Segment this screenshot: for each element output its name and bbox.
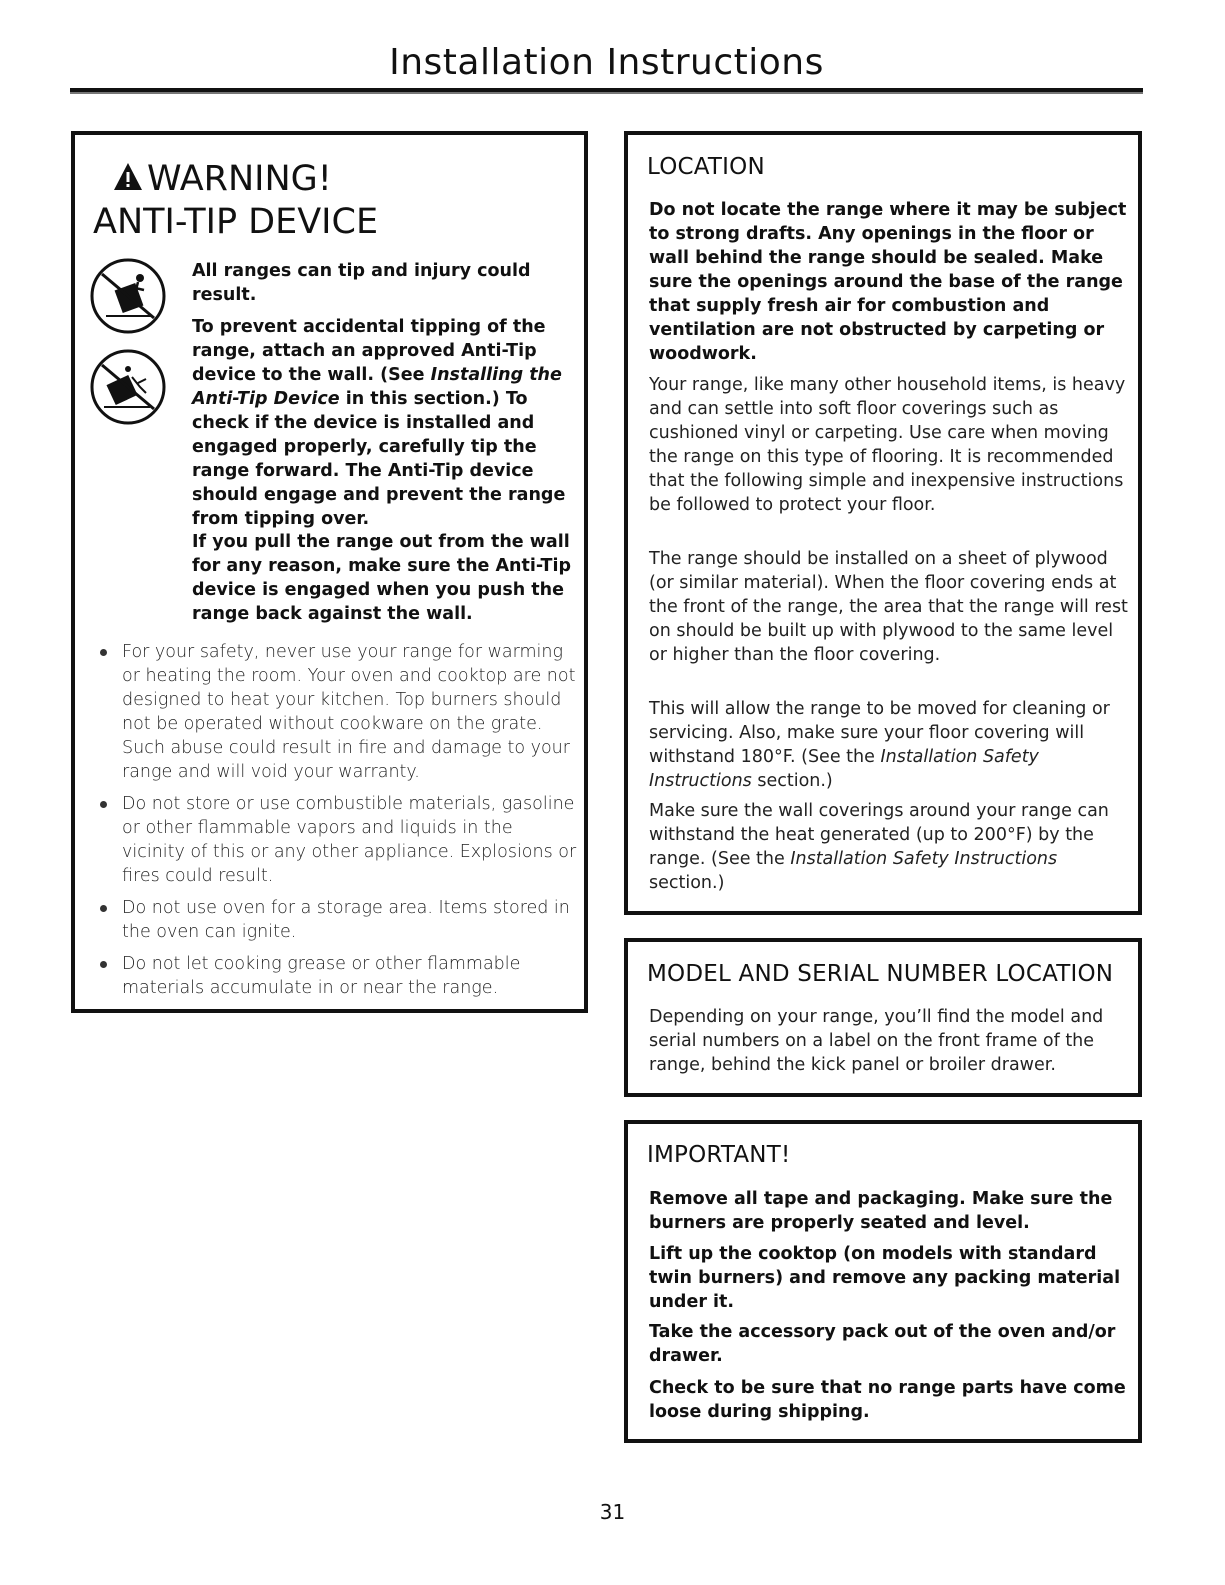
location-p3-text-a: This will allow the range to be moved for cleaning or servicing. Also, make sure your floor covering will withstand 180°F. (See the xyxy=(649,699,1110,767)
important-item: Check to be sure that no range parts have come loose during shipping. xyxy=(649,1378,1126,1422)
bullet-dot-icon xyxy=(100,905,107,912)
location-paragraph-moving xyxy=(649,697,1129,793)
list-item-text: For your safety, never use your range for warming or heating the room. Your oven and cooktop are not designed to heat your kitchen. Top burners should not be operated without cookware on the grate. Such abuse could result in fire and damage to your range and will void your warranty. xyxy=(122,642,576,782)
important-title: IMPORTANT! xyxy=(647,1142,791,1168)
page-header xyxy=(70,42,1143,83)
location-paragraph-floor: Your range, like many other household items, is heavy and can settle into soft floor coverings such as cushioned vinyl or carpeting. Use care when moving the range on this type of flooring. It is recommended that the following simple and inexpensive instructions be followed to protect your floor. xyxy=(649,375,1126,515)
location-p4-text-a: Make sure the wall coverings around your range can withstand the heat generated (up to 200°F) by the range. (See the xyxy=(649,801,1109,869)
bullet-dot-icon xyxy=(100,801,107,808)
warning-p2-text-a: To prevent accidental tipping of the range, attach an approved Anti-Tip device to the wall. (See xyxy=(192,317,546,385)
bullet-dot-icon xyxy=(100,961,107,968)
list-item xyxy=(97,952,577,1000)
range-tipping-person-prohibited-icon xyxy=(88,347,168,427)
location-p3-text-b: section.) xyxy=(751,771,833,791)
location-paragraph-plywood: The range should be installed on a sheet of plywood (or similar material). When the floor covering ends at the front of the range, the area that the range will rest on should be built up with plywood to the same level or higher than the floor covering. xyxy=(649,549,1128,665)
location-paragraph-wall-coverings xyxy=(649,799,1129,895)
warning-heading-text: WARNING! xyxy=(147,159,332,199)
important-item: Take the accessory pack out of the oven and/or drawer. xyxy=(649,1322,1116,1366)
location-p3-italic: Installation Safety Instructions xyxy=(649,747,1039,791)
model-serial-title: MODEL AND SERIAL NUMBER LOCATION xyxy=(647,961,1114,987)
list-item-text: Do not use oven for a storage area. Items stored in the oven can ignite. xyxy=(122,898,570,942)
location-title: LOCATION xyxy=(647,154,765,180)
warning-box xyxy=(71,131,588,1013)
location-p4-text-b: section.) xyxy=(649,873,725,893)
page-number: 31 xyxy=(599,1500,626,1524)
warning-bullet-list xyxy=(97,640,577,1008)
location-bold-paragraph: Do not locate the range where it may be subject to strong drafts. Any openings in the floor or wall behind the range should be sealed. Make sure the openings around the base of the range that supply fresh air for combustion and ventilation are not obstructed by carpeting or woodwork. xyxy=(649,200,1127,364)
bullet-dot-icon xyxy=(100,649,107,656)
model-serial-paragraph: Depending on your range, you’ll find the model and serial numbers on a label on the front frame of the range, behind the kick panel or broiler drawer. xyxy=(649,1007,1104,1075)
list-item-text: Do not store or use combustible materials, gasoline or other flammable vapors and liquids in the vicinity of this or any other appliance. Explosions or fires could result. xyxy=(122,794,577,886)
list-item xyxy=(97,792,577,888)
list-item xyxy=(97,896,577,944)
location-box xyxy=(624,131,1142,915)
warning-paragraph-anti-tip xyxy=(192,315,572,531)
range-tipping-prohibited-icon xyxy=(88,256,168,336)
model-serial-box xyxy=(624,938,1142,1097)
page-title: Installation Instructions xyxy=(389,42,824,83)
list-item xyxy=(97,640,577,784)
important-box xyxy=(624,1120,1142,1443)
important-item: Lift up the cooktop (on models with standard twin burners) and remove any packing material under it. xyxy=(649,1244,1121,1312)
warning-paragraph-pull-range: If you pull the range out from the wall for any reason, make sure the Anti-Tip device is engaged when you push the range back against the wall. xyxy=(192,532,572,624)
warning-heading xyxy=(113,159,332,199)
important-item: Remove all tape and packaging. Make sure the burners are properly seated and level. xyxy=(649,1189,1113,1233)
warning-subheading: ANTI-TIP DEVICE xyxy=(93,202,379,242)
warning-p2-italic: Installing the Anti-Tip Device xyxy=(192,365,562,409)
warning-p2-text-b: in this section.) To check if the device is installed and engaged properly, carefully tip the range forward. The Anti-Tip device should engage and prevent the range from tipping over. xyxy=(192,389,566,529)
warning-paragraph-tip-injury: All ranges can tip and injury could result. xyxy=(192,261,531,305)
location-p4-italic: Installation Safety Instructions xyxy=(790,849,1058,869)
header-rule xyxy=(70,88,1143,94)
list-item-text: Do not let cooking grease or other flammable materials accumulate in or near the range. xyxy=(122,954,521,998)
warning-triangle-icon xyxy=(113,161,143,191)
